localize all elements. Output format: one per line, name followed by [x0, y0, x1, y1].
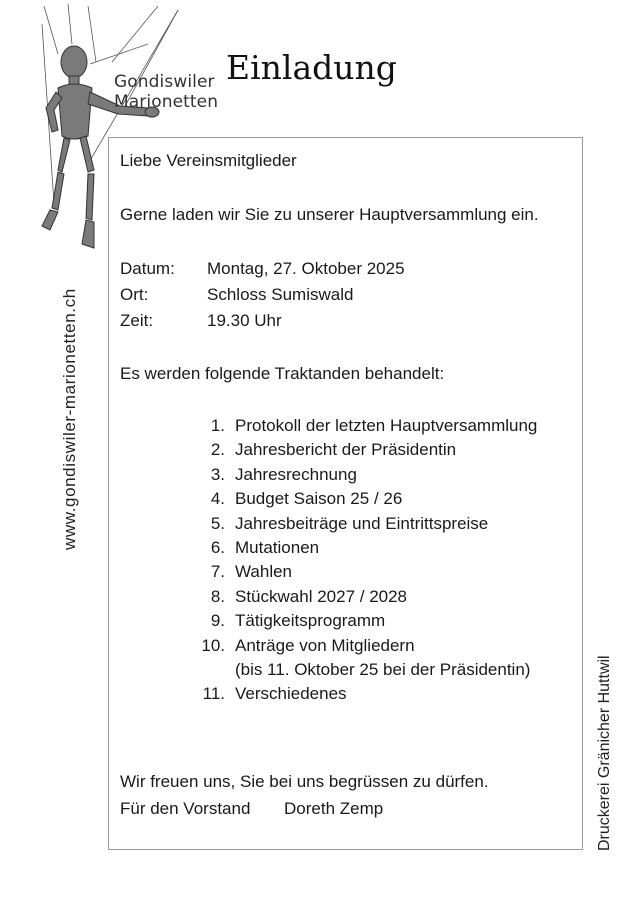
agenda-label: Tätigkeitsprogramm — [235, 611, 386, 631]
agenda-note: (bis 11. Oktober 25 bei der Präsidentin) — [235, 659, 531, 679]
greeting: Liebe Vereinsmitglieder — [120, 151, 297, 170]
agenda-number: 8. — [210, 586, 225, 606]
signature-label: Für den Vorstand — [120, 799, 251, 818]
invitation-text: Gerne laden wir Sie zu unserer Hauptversammlung ein. — [120, 205, 539, 224]
agenda-number: 1. — [210, 416, 225, 435]
agenda-number: 9. — [210, 611, 225, 631]
agenda-label: Mutationen — [235, 537, 320, 557]
agenda-intro: Es werden folgende Traktanden behandelt: — [120, 364, 445, 383]
agenda-number: 4. — [210, 489, 225, 509]
logo-line-1: Gondiswiler — [114, 72, 215, 92]
agenda-label: Anträge von Mitgliedern — [235, 635, 415, 655]
agenda-label: Verschiedenes — [235, 684, 347, 704]
printer-credit: Druckerei Gränicher Huttwil — [596, 655, 613, 851]
signature-name: Doreth Zemp — [284, 799, 384, 818]
agenda-number: 7. — [210, 562, 225, 582]
agenda-number: 10. — [201, 635, 225, 655]
agenda-number: 3. — [210, 464, 225, 484]
logo-line-2: Marionetten — [114, 92, 219, 112]
agenda-number: 6. — [210, 537, 225, 557]
agenda-number: 5. — [210, 513, 225, 533]
agenda-label: Jahresrechnung — [235, 464, 357, 484]
agenda-label: Jahresbericht der Präsidentin — [235, 440, 457, 460]
page-title: Einladung — [226, 48, 397, 87]
agenda-label: Protokoll der letzten Hauptversammlung — [235, 416, 538, 435]
closing-text: Wir freuen uns, Sie bei uns begrüssen zu dürfen. — [120, 772, 489, 791]
agenda-label: Wahlen — [235, 562, 293, 582]
agenda-label: Budget Saison 25 / 26 — [235, 489, 403, 509]
logo-wordmark — [114, 72, 218, 112]
website-url[interactable]: www.gondiswiler-marionetten.ch — [60, 288, 79, 550]
agenda-number: 2. — [210, 440, 225, 460]
agenda-label: Stückwahl 2027 / 2028 — [235, 586, 408, 606]
agenda-label: Jahresbeiträge und Eintrittspreise — [235, 513, 489, 533]
time-value: 19.30 Uhr — [207, 311, 282, 330]
date-value: Montag, 27. Oktober 2025 — [207, 259, 405, 278]
location-value: Schloss Sumiswald — [207, 285, 354, 304]
agenda-number: 11. — [202, 684, 225, 704]
location-label: Ort: — [120, 285, 149, 304]
time-label: Zeit: — [120, 311, 154, 330]
date-label: Datum: — [120, 259, 175, 278]
